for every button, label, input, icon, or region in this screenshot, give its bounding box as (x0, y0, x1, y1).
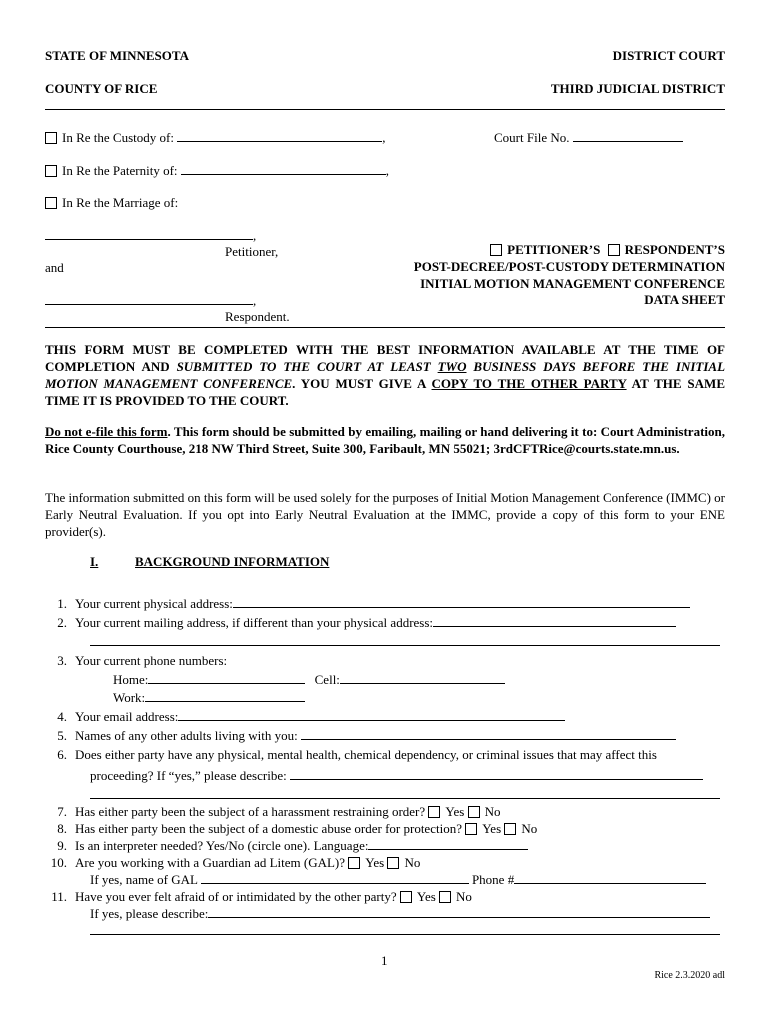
no-label: No (456, 889, 472, 904)
notice-text: THIS FORM MUST BE COMPLETED WITH THE BEST INFORMATION AVAILABLE AT THE TIME OF COMPLETION AND (45, 342, 725, 374)
marriage-checkbox[interactable] (45, 197, 57, 209)
item-7 (45, 803, 500, 820)
notice-text: COPY TO THE OTHER PARTY (431, 376, 627, 391)
comma: , (385, 163, 390, 178)
mailing-address-field[interactable] (433, 614, 676, 627)
other-adults-field[interactable] (301, 727, 676, 740)
paternity-name-field[interactable] (181, 162, 386, 175)
item-number: 8. (57, 821, 67, 836)
petitioner-name-field[interactable] (45, 227, 253, 240)
paternity-label: In Re the Paternity of: (62, 163, 178, 178)
home-phone-field[interactable] (148, 671, 305, 684)
court-file-label: Court File No. (494, 130, 570, 145)
afraid-describe-field-2[interactable] (90, 922, 720, 935)
issues-describe-field[interactable] (290, 767, 703, 780)
cell-phone-field[interactable] (340, 671, 505, 684)
form-code: Rice 2.3.2020 adl (654, 970, 725, 981)
custody-checkbox[interactable] (45, 132, 57, 144)
item-label: Has either party been the subject of a harassment restraining order? (75, 804, 426, 819)
yes-label: Yes (445, 804, 465, 819)
state-label: STATE OF MINNESOTA (45, 48, 189, 63)
submission-text: . This form should be submitted by emailing, mailing or hand delivering it to: Court Administration, Rice County Courthouse, 218 NW Third Street, Suite 300, Faribault, MN 55021; 3rdCFTRice@courts.state.mn.us. (45, 424, 725, 456)
title-line-1 (490, 242, 725, 258)
item-number: 10. (50, 855, 67, 870)
item-label: Is an interpreter needed? Yes/No (circle one). Language: (75, 838, 369, 853)
language-field[interactable] (368, 837, 528, 850)
paternity-checkbox[interactable] (45, 165, 57, 177)
comma: , (382, 130, 386, 145)
item-number: 1. (57, 596, 67, 611)
notice-text: BUSINESS DAYS BEFORE THE INITIAL MOTION MANAGEMENT CONFERENCE (45, 359, 726, 391)
item-4 (45, 708, 565, 725)
yes-label: Yes (416, 889, 436, 904)
cell-label: Cell: (314, 672, 340, 687)
no-label: No (521, 821, 538, 836)
respondent-name-line (45, 292, 256, 309)
afraid-yes-checkbox[interactable] (400, 891, 412, 903)
respondent-label: Respondent. (225, 309, 290, 324)
petitioner-name-line (45, 227, 256, 244)
gal-no-checkbox[interactable] (387, 857, 399, 869)
notice-text: AT THE SAME TIME IT IS PROVIDED TO THE COURT. (45, 376, 725, 408)
item-label: Your email address: (75, 709, 179, 724)
item-label: Are you working with a Guardian ad Litem (GAL)? (75, 855, 346, 870)
work-phone-field[interactable] (145, 689, 305, 702)
item-label: Have you ever felt afraid of or intimidated by the other party? (75, 889, 397, 904)
notice-text: SUBMITTED TO THE COURT AT LEAST (176, 359, 438, 374)
phone-label: Phone # (471, 872, 515, 887)
item-number: 2. (57, 615, 67, 630)
court-label: DISTRICT COURT (612, 48, 725, 63)
court-file-field[interactable] (573, 129, 683, 142)
afraid-no-checkbox[interactable] (439, 891, 451, 903)
issues-describe-field-2[interactable] (90, 786, 720, 799)
title-line-4: DATA SHEET (644, 292, 725, 307)
email-field[interactable] (178, 708, 565, 721)
marriage-label: In Re the Marriage of: (62, 195, 179, 210)
page-number: 1 (381, 953, 388, 968)
item-number: 5. (57, 728, 67, 743)
section-title: BACKGROUND INFORMATION (135, 554, 330, 569)
petitioner-label: Petitioner, (225, 244, 279, 259)
gal-name-field[interactable] (201, 871, 469, 884)
gal-name-label: If yes, name of GAL (90, 872, 198, 887)
item-6-line-2 (90, 786, 720, 803)
notice-text: TWO (437, 359, 467, 374)
item-label: proceeding? If “yes,” please describe: (90, 768, 287, 783)
mailing-address-field-2[interactable] (90, 633, 720, 646)
hro-yes-checkbox[interactable] (428, 806, 440, 818)
gal-phone-field[interactable] (514, 871, 706, 884)
title-line-3: INITIAL MOTION MANAGEMENT CONFERENCE (420, 276, 725, 291)
home-label: Home: (113, 672, 149, 687)
item-5 (45, 727, 676, 744)
item-label: Does either party have any physical, mental health, chemical dependency, or criminal issues that may affect this (75, 747, 657, 762)
home-phone-line (113, 671, 505, 688)
describe-line-2 (90, 922, 720, 939)
item-9 (45, 837, 528, 854)
item-6 (45, 746, 657, 763)
item-number: 4. (57, 709, 67, 724)
yes-label: Yes (365, 855, 385, 870)
item-label: Names of any other adults living with you: (75, 728, 298, 743)
item-label: Your current mailing address, if different than your physical address: (75, 615, 434, 630)
respondents-label: RESPONDENT’S (624, 242, 725, 257)
item-number: 9. (57, 838, 67, 853)
header-divider (45, 109, 725, 110)
item-number: 11. (51, 889, 67, 904)
describe-label: If yes, please describe: (90, 906, 209, 921)
physical-address-field[interactable] (233, 595, 690, 608)
ofp-no-checkbox[interactable] (504, 823, 516, 835)
item-11 (45, 888, 472, 905)
info-paragraph: The information submitted on this form will be used solely for the purposes of Initial Motion Management Conference (IMMC) or Early Neutral Evaluation. If you opt into Early Neutral Evaluation at the IMMC, provide a copy of this form to your ENE provider(s). (45, 490, 725, 539)
no-label: No (404, 855, 421, 870)
no-label: No (484, 804, 501, 819)
afraid-describe-field[interactable] (208, 905, 710, 918)
ofp-yes-checkbox[interactable] (465, 823, 477, 835)
title-line-2: POST-DECREE/POST-CUSTODY DETERMINATION (413, 259, 725, 274)
caption-divider (45, 327, 725, 328)
petitioners-checkbox[interactable] (490, 244, 502, 256)
respondents-checkbox[interactable] (608, 244, 620, 256)
submission-paragraph (45, 423, 725, 457)
district-label: THIRD JUDICIAL DISTRICT (550, 81, 725, 96)
work-label: Work: (113, 690, 146, 705)
notice-text: . YOU MUST GIVE A (292, 376, 432, 391)
gal-yes-checkbox[interactable] (348, 857, 360, 869)
county-label: COUNTY OF RICE (45, 81, 158, 96)
respondent-name-field[interactable] (45, 292, 253, 305)
mailing-address-line-2 (90, 633, 720, 650)
item-6-cont (90, 767, 703, 784)
gal-name-line (90, 871, 706, 888)
item-3 (45, 652, 227, 669)
item-label: Your current phone numbers: (75, 653, 228, 668)
item-label: Your current physical address: (75, 596, 233, 611)
hro-no-checkbox[interactable] (468, 806, 480, 818)
work-phone-line (113, 689, 305, 706)
custody-name-field[interactable] (177, 129, 382, 142)
comma: , (253, 228, 257, 243)
item-10 (45, 854, 420, 871)
comma: , (253, 293, 257, 308)
marriage-line (45, 195, 178, 211)
section-number: I. (90, 554, 99, 569)
item-8 (45, 820, 537, 837)
and-label: and (45, 260, 64, 275)
item-number: 7. (57, 804, 67, 819)
describe-line (90, 905, 710, 922)
paternity-line (45, 162, 389, 179)
item-2 (45, 614, 676, 631)
notice-paragraph (45, 341, 725, 409)
item-number: 3. (57, 653, 67, 668)
item-1 (45, 595, 690, 612)
no-efile-text: Do not e-file this form (45, 424, 168, 439)
yes-label: Yes (482, 821, 502, 836)
petitioners-label: PETITIONER’S (507, 242, 601, 257)
court-file-line (494, 129, 683, 146)
custody-line (45, 129, 385, 146)
custody-label: In Re the Custody of: (62, 130, 174, 145)
item-label: Has either party been the subject of a domestic abuse order for protection? (75, 821, 462, 836)
item-number: 6. (57, 747, 67, 762)
